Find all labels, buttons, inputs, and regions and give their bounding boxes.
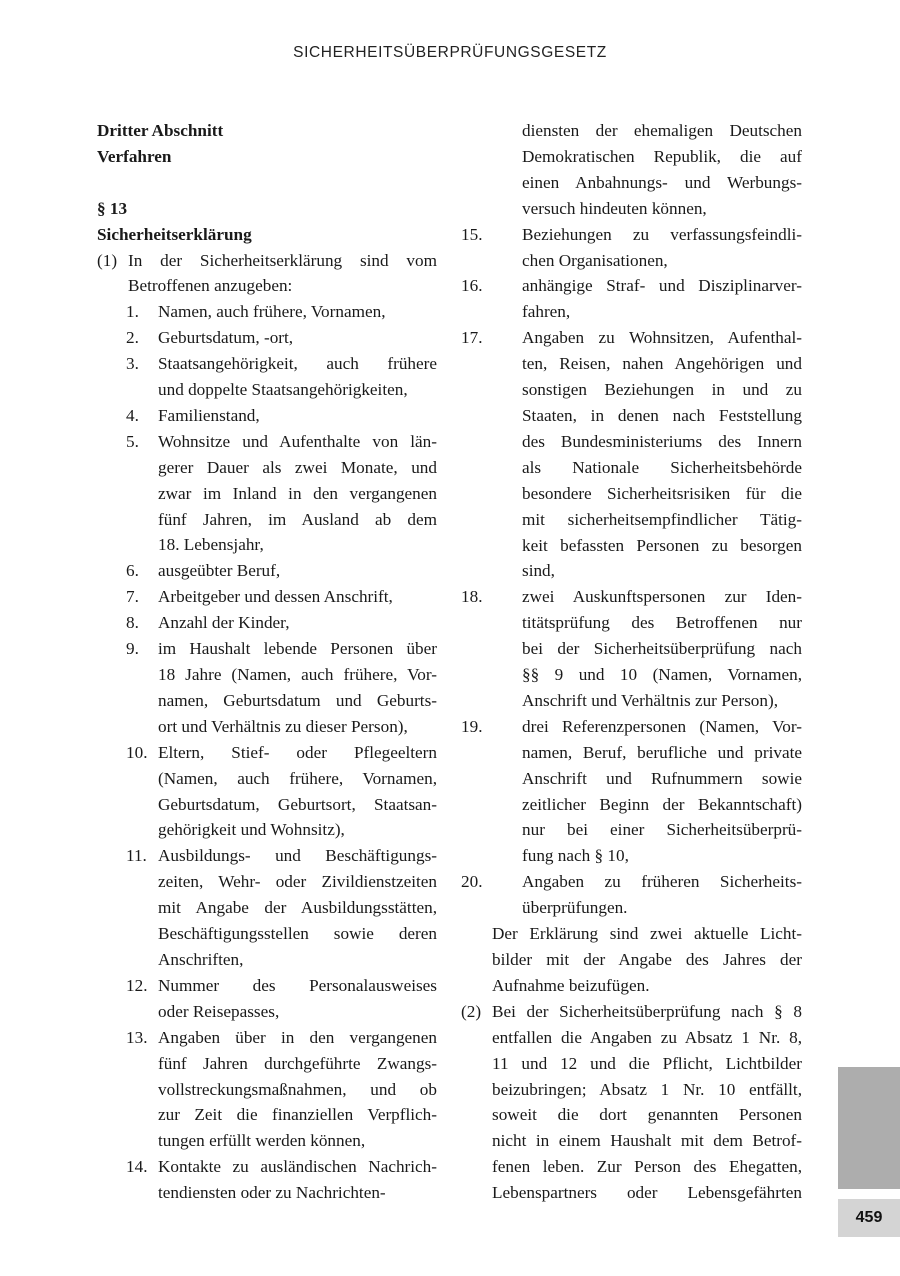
item-line: Anzahl der Kinder, xyxy=(158,613,290,633)
item-line: zur Zeit die finanziellen Verpflich- xyxy=(158,1105,437,1125)
item-number: 14. xyxy=(126,1157,148,1177)
paragraph-title: Sicherheitserklärung xyxy=(97,224,252,244)
paragraph-number: § 13 xyxy=(97,198,128,218)
item-line: ausgeübter Beruf, xyxy=(158,561,281,581)
abs1-intro-line: Betroffenen anzugeben: xyxy=(128,276,293,296)
item-number: 10. xyxy=(126,742,148,762)
item-line: Staaten, in denen nach Feststellung xyxy=(522,405,802,425)
list-item xyxy=(97,843,437,973)
abs1-item-list-left xyxy=(97,299,437,1206)
item-number: 3. xyxy=(126,354,139,374)
list-item xyxy=(97,740,437,844)
item-line: namen, Geburtsdatum und Geburts- xyxy=(158,690,437,710)
item-line: 18 Jahre (Namen, auch frühere, Vor- xyxy=(158,665,437,685)
thumb-index-tab xyxy=(838,1067,900,1189)
list-item xyxy=(97,1025,437,1155)
abs1-label: (1) xyxy=(97,250,118,270)
item-line: mit sicherheitsempfindlicher Tätig- xyxy=(522,509,802,529)
item-number: 13. xyxy=(126,1027,148,1047)
item-line: überprüfungen. xyxy=(522,898,628,918)
item-line: keit befassten Personen zu besorgen xyxy=(522,535,802,555)
item-line: diensten der ehemaligen Deutschen xyxy=(522,121,802,140)
item-number: 6. xyxy=(126,561,139,581)
list-item xyxy=(97,325,437,351)
running-header: SICHERHEITSÜBERPRÜFUNGSGESETZ xyxy=(293,44,607,61)
item-line: Angaben zu früheren Sicherheits- xyxy=(522,872,802,892)
item14-continuation xyxy=(461,118,802,222)
abs2-line: entfallen die Angaben zu Absatz 1 Nr. 8, xyxy=(492,1027,802,1047)
item-line: Angaben über in den vergangenen xyxy=(158,1027,437,1047)
abs1-closing xyxy=(461,921,802,999)
item-line: ten, Reisen, nahen Angehörigen und xyxy=(522,354,802,374)
list-item xyxy=(97,558,437,584)
item-line: §§ 9 und 10 (Namen, Vornamen, xyxy=(522,665,802,685)
list-item xyxy=(97,973,437,1025)
item-line: anhängige Straf- und Disziplinarver- xyxy=(522,276,802,296)
item-line: namen, Beruf, berufliche und private xyxy=(522,742,802,762)
item-line: oder Reisepasses, xyxy=(158,1001,280,1021)
item-line: Anschriften, xyxy=(158,949,244,969)
item-line: Familienstand, xyxy=(158,405,260,425)
item-line: gerer Dauer als zwei Monate, und xyxy=(158,457,437,477)
item-line: fahren, xyxy=(522,302,571,322)
item-line: Beschäftigungsstellen sowie deren xyxy=(158,924,437,944)
list-item xyxy=(461,222,802,274)
item-line: Arbeitgeber und dessen Anschrift, xyxy=(158,587,393,607)
abs2-line: Lebenspartners oder Lebensgefährten xyxy=(492,1183,802,1203)
item-line: einen Anbahnungs- und Werbungs- xyxy=(522,172,802,192)
list-item xyxy=(97,610,437,636)
item-line: Anschrift und Rufnummern sowie xyxy=(522,768,802,788)
item-line: Namen, auch frühere, Vornamen, xyxy=(158,302,386,322)
item-line: als Nationale Sicherheitsbehörde xyxy=(522,457,802,477)
closing-line: Aufnahme beizufügen. xyxy=(492,975,650,995)
list-item xyxy=(461,273,802,325)
left-column xyxy=(97,118,437,1206)
item-line: zeiten, Wehr- oder Zivildienstzeiten xyxy=(158,872,437,892)
item-line: Staatsangehörigkeit, auch frühere xyxy=(158,354,437,374)
closing-line: Der Erklärung sind zwei aktuelle Licht- xyxy=(492,924,802,944)
item-line: Demokratischen Republik, die auf xyxy=(522,146,802,166)
list-item xyxy=(97,636,437,740)
item-line: fung nach § 10, xyxy=(522,846,629,866)
item-line: Wohnsitze und Aufenthalte von län- xyxy=(158,431,437,451)
section-title-line2: Verfahren xyxy=(97,146,172,166)
abs2-line: 11 und 12 und die Pflicht, Lichtbilder xyxy=(492,1053,802,1073)
item-line: Geburtsdatum, -ort, xyxy=(158,328,294,348)
list-item xyxy=(461,869,802,921)
item-line: fünf Jahren durchgeführte Zwangs- xyxy=(158,1053,437,1073)
item-line: sind, xyxy=(522,561,555,581)
item-line: bei der Sicherheitsüberprüfung nach xyxy=(522,639,802,659)
right-column xyxy=(461,118,802,1206)
item-number: 12. xyxy=(126,975,148,995)
abs2-line: Bei der Sicherheitsüberprüfung nach § 8 xyxy=(492,1001,802,1021)
item-line: zeitlicher Beginn der Bekanntschaft) xyxy=(522,794,802,814)
item-line: Nummer des Personalausweises xyxy=(158,975,437,995)
abs2-line: nicht in einem Haushalt mit dem Betrof- xyxy=(492,1131,802,1151)
list-item xyxy=(461,714,802,869)
list-item xyxy=(97,403,437,429)
item-line: versuch hindeuten können, xyxy=(522,198,707,218)
item-line: besondere Sicherheitsrisiken für die xyxy=(522,483,802,503)
item-line: Angaben zu Wohnsitzen, Aufenthal- xyxy=(522,328,802,348)
item-line: Beziehungen zu verfassungsfeindli- xyxy=(522,224,802,244)
list-item xyxy=(97,584,437,610)
list-item xyxy=(97,351,437,403)
item-number: 16. xyxy=(461,276,483,296)
item-line: gehörigkeit und Wohnsitz), xyxy=(158,820,345,840)
item-line: Kontakte zu ausländischen Nachrich- xyxy=(158,1157,437,1177)
item-number: 5. xyxy=(126,431,139,451)
list-item xyxy=(97,429,437,559)
abs2-line: fenen leben. Zur Person des Ehegatten, xyxy=(492,1157,802,1177)
item-line: fünf Jahren, im Ausland ab dem xyxy=(158,509,437,529)
item-number: 1. xyxy=(126,302,139,322)
abs2-line: soweit die dort genannten Personen xyxy=(492,1105,802,1125)
item-number: 2. xyxy=(126,328,139,348)
item-number: 19. xyxy=(461,716,483,736)
item-line: nur bei einer Sicherheitsüberprü- xyxy=(522,820,802,840)
item-line: und doppelte Staatsangehörigkeiten, xyxy=(158,380,408,400)
item-line: tungen erfüllt werden können, xyxy=(158,1131,366,1151)
abs1-intro xyxy=(97,248,437,300)
item-line: drei Referenzpersonen (Namen, Vor- xyxy=(522,716,802,736)
abs1-intro-line: In der Sicherheitserklärung sind vom xyxy=(128,250,437,270)
item-line: titätsprüfung des Betroffenen nur xyxy=(522,613,802,633)
item-line: zwei Auskunftspersonen zur Iden- xyxy=(522,587,802,607)
abs1-item-list-right xyxy=(461,222,802,921)
item-number: 7. xyxy=(126,587,139,607)
page-number: 459 xyxy=(838,1199,900,1237)
abs2-label: (2) xyxy=(461,1001,482,1021)
item-line: vollstreckungsmaßnahmen, und ob xyxy=(158,1079,437,1099)
item-number: 17. xyxy=(461,328,483,348)
item-line: des Bundesministeriums des Innern xyxy=(522,431,802,451)
item-number: 8. xyxy=(126,613,139,633)
item-line: tendiensten oder zu Nachrichten- xyxy=(158,1183,386,1203)
abs2-line: beizubringen; Absatz 1 Nr. 10 entfällt, xyxy=(492,1079,802,1099)
item-number: 11. xyxy=(126,846,147,866)
item-line: Geburtsdatum, Geburtsort, Staatsan- xyxy=(158,794,437,814)
abs2 xyxy=(461,999,802,1206)
item-line: sonstigen Beziehungen in und zu xyxy=(522,380,802,400)
item-line: zwar im Inland in den vergangenen xyxy=(158,483,437,503)
list-item xyxy=(461,325,802,584)
item-line: (Namen, auch frühere, Vornamen, xyxy=(158,768,437,788)
closing-line: bilder mit der Angabe des Jahres der xyxy=(492,950,802,969)
list-item xyxy=(97,1154,437,1206)
item-line: im Haushalt lebende Personen über xyxy=(158,639,437,659)
item-line: Eltern, Stief- oder Pflegeeltern xyxy=(158,742,437,762)
list-item xyxy=(461,584,802,714)
section-title-line1: Dritter Abschnitt xyxy=(97,121,224,140)
item-line: mit Angabe der Ausbildungsstätten, xyxy=(158,898,437,918)
item-line: 18. Lebensjahr, xyxy=(158,535,264,555)
item-line: chen Organisationen, xyxy=(522,250,668,270)
item-number: 18. xyxy=(461,587,483,607)
item-number: 15. xyxy=(461,224,483,244)
item-number: 4. xyxy=(126,405,139,425)
list-item xyxy=(97,299,437,325)
item-line: Ausbildungs- und Beschäftigungs- xyxy=(158,846,437,866)
item-line: Anschrift und Verhältnis zur Person), xyxy=(522,690,779,710)
item-number: 9. xyxy=(126,639,139,659)
item-line: ort und Verhältnis zu dieser Person), xyxy=(158,716,408,736)
item-number: 20. xyxy=(461,872,483,892)
